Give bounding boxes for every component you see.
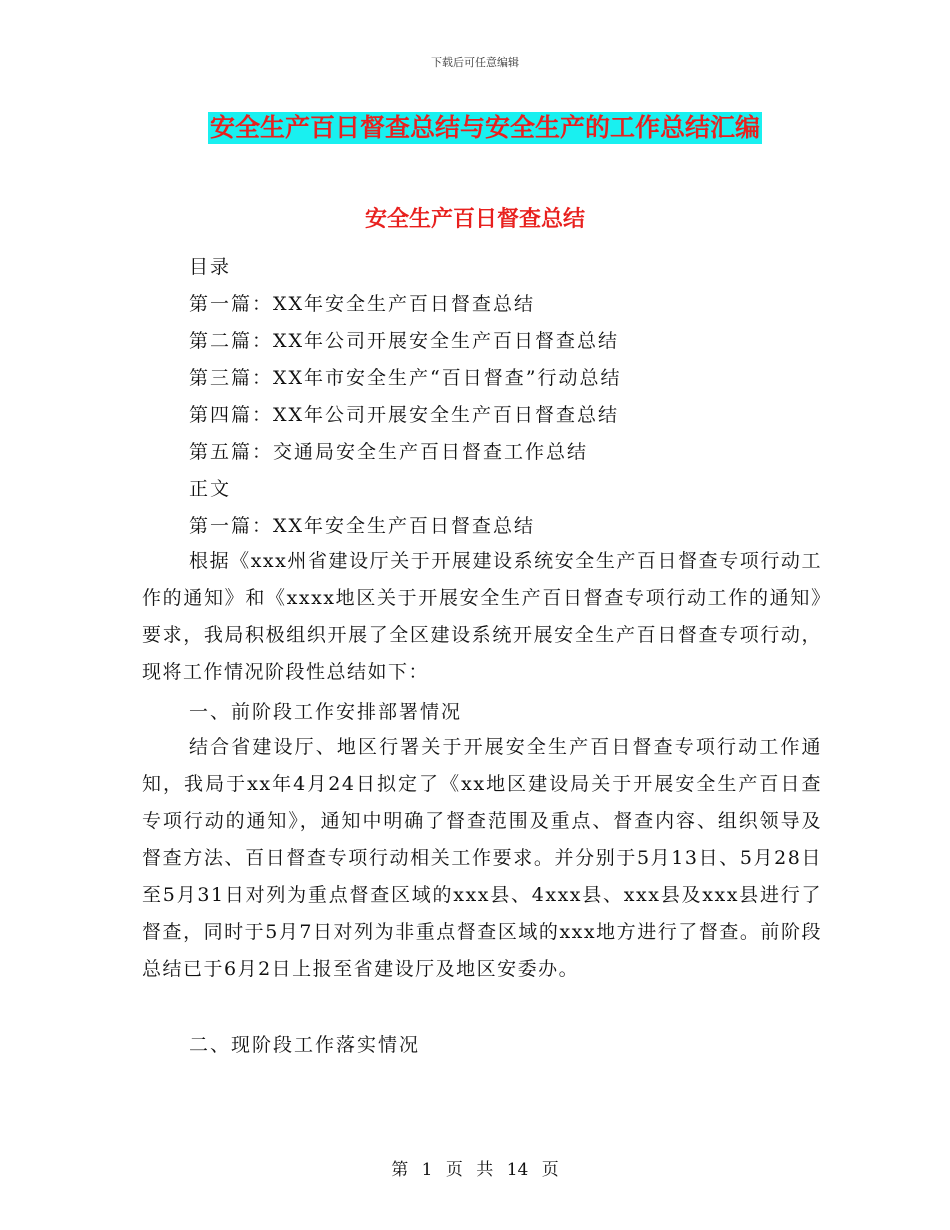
sub-title: 安全生产百日督查总结 [364, 206, 585, 232]
toc-item: 第一篇：XX年安全生产百日督查总结 [189, 293, 536, 315]
toc-item: 第五篇：交通局安全生产百日督查工作总结 [189, 441, 589, 463]
footer-text: 共 [476, 1160, 494, 1180]
paragraph: 结合省建设厅、地区行署关于开展安全生产百日督查专项行动工作通知，我局于xx年4月24日拟定了《xx地区建设局关于开展安全生产百日查专项行动的通知》，通知中明确了督查范围及重点、督查内容、组织领导及督查方法、百日督查专项行动相关工作要求。并分别于5月13日、5月28日至5月31日对列为重点督查区域的xxx县、4xxx县、xxx县及xxx县进行了督查，同时于5月7日对列为非重点督查区域的xxx地方进行了督查。前阶段总结已于6月2日上报至省建设厅及地区安委办。 [142, 736, 822, 980]
total-pages: 14 [506, 1160, 529, 1180]
paragraph: 根据《xxx州省建设厅关于开展建设系统安全生产百日督查专项行动工作的通知》和《xxxx地区关于开展安全生产百日督查专项行动工作的通知》要求，我局积极组织开展了全区建设系统开展安全生产百日督查专项行动，现将工作情况阶段性总结如下： [142, 550, 822, 683]
toc-item: 第四篇：XX年公司开展安全生产百日督查总结 [189, 404, 620, 426]
footer-text: 页 [445, 1160, 463, 1180]
toc-item: 第三篇：XX年市安全生产“百日督查”行动总结 [189, 367, 622, 389]
section-heading: 二、现阶段工作落实情况 [189, 1034, 421, 1056]
section-heading: 一、前阶段工作安排部署情况 [189, 701, 463, 723]
footer-text: 第 [391, 1160, 409, 1180]
main-title: 安全生产百日督查总结与安全生产的工作总结汇编 [210, 113, 761, 142]
toc-heading: 目录 [189, 256, 232, 278]
body-heading: 正文 [189, 478, 232, 500]
page-number: 1 [421, 1160, 433, 1180]
section-title: 第一篇：XX年安全生产百日督查总结 [189, 515, 536, 537]
page-footer [0, 1155, 950, 1180]
toc-item: 第二篇：XX年公司开展安全生产百日督查总结 [189, 330, 620, 352]
footer-text: 页 [541, 1160, 559, 1180]
header-note: 下载后可任意编辑 [431, 56, 519, 69]
